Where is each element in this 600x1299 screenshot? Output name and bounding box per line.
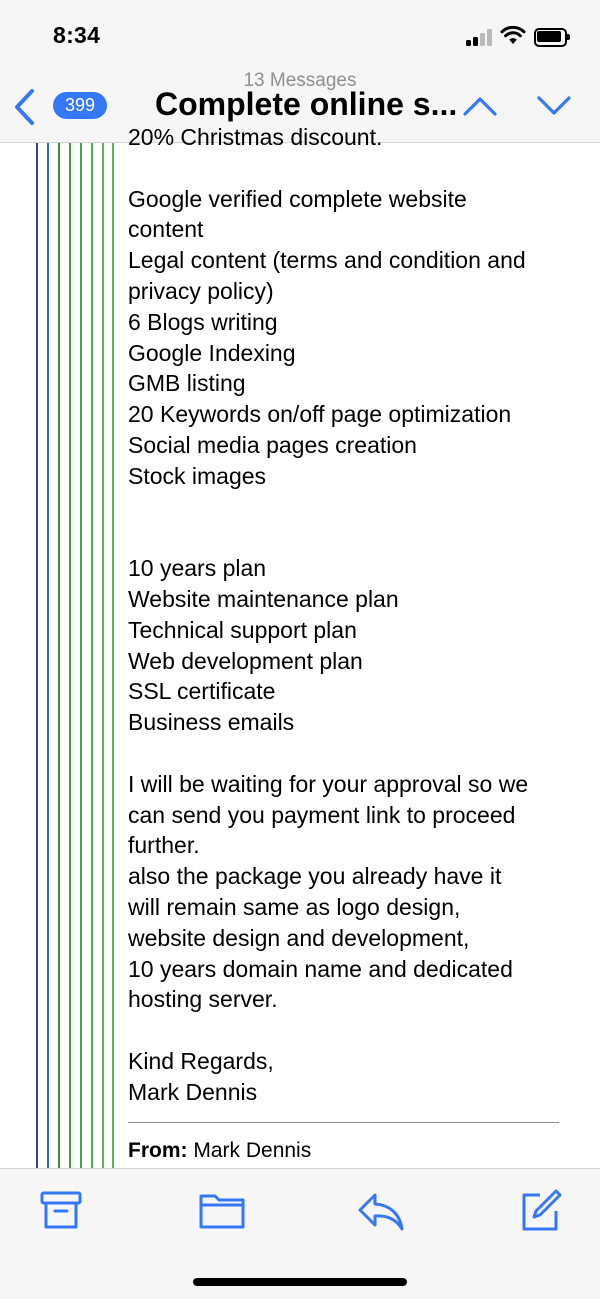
email-body-line — [128, 1015, 568, 1046]
email-body-line: will remain same as logo design, — [128, 893, 461, 920]
bottom-toolbar — [0, 1168, 600, 1299]
email-body-line: Google Indexing — [128, 339, 296, 366]
quote-bar — [112, 143, 114, 1168]
email-body-line: Business emails — [128, 709, 295, 736]
email-body-line: Legal content (terms and condition and — [128, 247, 526, 274]
status-bar — [0, 0, 600, 72]
email-body-line: Kind Regards, — [128, 1047, 274, 1074]
email-body-line: 10 years domain name and dedicated — [128, 955, 513, 982]
archive-icon[interactable] — [39, 1189, 83, 1233]
quote-bar — [91, 143, 93, 1168]
battery-icon — [534, 28, 568, 45]
email-body-line: 10 years plan — [128, 555, 267, 582]
email-body-line: also the package you already have it — [128, 863, 502, 890]
email-body-line: Technical support plan — [128, 616, 357, 643]
email-body-line: website design and development, — [128, 924, 470, 951]
email-body-line — [128, 522, 568, 553]
email-body-line — [128, 492, 568, 523]
email-body-line: can send you payment link to proceed — [128, 801, 516, 828]
mailbox-unread-badge[interactable]: 399 — [53, 92, 107, 119]
email-body-line: I will be waiting for your approval so we — [128, 770, 529, 797]
email-body-line: 20% Christmas discount. — [128, 124, 383, 150]
status-time: 8:34 — [53, 22, 101, 48]
email-body-text — [128, 122, 568, 1108]
quote-bar — [36, 143, 38, 1168]
email-body-line: 20 Keywords on/off page optimization — [128, 401, 512, 428]
email-body-line: SSL certificate — [128, 678, 276, 705]
next-message-chevron-down-icon[interactable] — [536, 92, 572, 120]
quote-bar — [47, 143, 49, 1168]
quote-bar — [69, 143, 71, 1168]
email-body-line: GMB listing — [128, 370, 246, 397]
home-indicator — [193, 1278, 407, 1286]
thread-title: Complete online s... — [155, 86, 458, 122]
email-body-line: Social media pages creation — [128, 431, 417, 458]
quote-level-bars — [0, 143, 120, 1168]
email-body-line: Website maintenance plan — [128, 585, 399, 612]
email-body-line: Web development plan — [128, 647, 363, 674]
from-label: From: — [128, 1139, 188, 1162]
quote-bar — [102, 143, 104, 1168]
email-body-line — [128, 738, 568, 769]
email-body-line: content — [128, 216, 204, 243]
email-body-line: Google verified complete website — [128, 185, 467, 212]
email-body-line: 6 Blogs writing — [128, 308, 278, 335]
email-body-line: Mark Dennis — [128, 1078, 258, 1105]
quote-bar — [80, 143, 82, 1168]
quoted-from-line — [128, 1139, 311, 1163]
back-chevron-icon[interactable] — [10, 87, 40, 127]
cellular-signal-icon — [466, 28, 494, 46]
email-body-line — [128, 153, 568, 184]
from-sender-name: Mark Dennis — [193, 1139, 312, 1162]
wifi-icon — [500, 25, 526, 45]
quote-divider — [128, 1122, 559, 1123]
quote-bar — [58, 143, 60, 1168]
compose-icon[interactable] — [518, 1189, 562, 1233]
folder-icon[interactable] — [198, 1189, 246, 1233]
email-body-line: Stock images — [128, 462, 267, 489]
email-body-line: further. — [128, 832, 200, 859]
email-body-scroll-area[interactable] — [0, 124, 600, 1168]
message-count-label: 13 Messages — [243, 70, 357, 91]
reply-icon[interactable] — [357, 1189, 405, 1233]
email-body-line: hosting server. — [128, 986, 278, 1013]
email-body-line: privacy policy) — [128, 277, 274, 304]
previous-message-chevron-up-icon[interactable] — [462, 92, 498, 120]
